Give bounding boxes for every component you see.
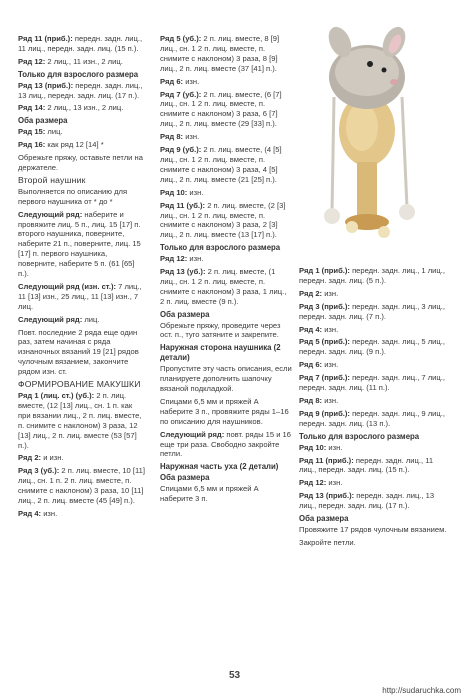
row-text: лиц. (82, 314, 100, 324)
row-label: Ряд 10: (160, 187, 188, 197)
section-heading: Только для взрослого размера (160, 243, 281, 253)
row-label: Ряд 5 (приб.): (299, 337, 350, 347)
instruction-row (18, 34, 146, 54)
row-text: 2 лиц., 13 изн., 2 лиц. (45, 103, 124, 113)
row-label: Ряд 11 (приб.): (18, 34, 73, 43)
instruction-row (18, 315, 146, 325)
paragraph: Провяжите 17 рядов чулочным вязанием. (299, 524, 447, 534)
row-text: 2 п. лиц. вместе, (1 лиц., сн. 1 2 п. лиц. вместе, п. снимите с наклоном) 3 раза, 1 лиц., 2 п. лиц. вместе (9 п.). (160, 267, 287, 306)
row-text: лиц. (45, 127, 63, 137)
row-label: Ряд 13 (приб.): (18, 80, 74, 90)
row-label: Ряд 16: (18, 140, 46, 150)
text-column-middle (160, 34, 292, 507)
row-label: Ряд 14: (18, 103, 46, 113)
instruction-row (18, 453, 146, 463)
row-label: Ряд 13 (приб.): (299, 491, 355, 501)
row-text: изн. (322, 324, 339, 334)
row-label: Ряд 11 (уб.): (160, 200, 206, 210)
instruction-row (299, 325, 449, 335)
instruction-row (18, 466, 146, 506)
row-label: Следующий ряд (изн. ст.): (18, 281, 117, 291)
row-text: передн. задн. лиц., 13 лиц., передн. задн. лиц. (17 п.). (18, 80, 143, 100)
paragraph: Выполняется по описанию для первого наушника от * до * (18, 186, 128, 206)
paragraph: Спицами 6,5 мм и пряжей А наберите 3 п. (160, 484, 259, 504)
row-text: наберите и провяжите лиц. 5 п., лиц. 15 [17] п. второго наушника, поверните, наберите 21 п., поверните, лиц. 15 [17] п. первого наушника, поверните, наберите 5 п. (61 [65] п.). (18, 209, 141, 279)
instruction-row (299, 302, 449, 322)
row-text: 2 п. лиц. вместе, 8 [9] лиц., сн. 1 2 п. лиц. вместе, п. снимите с наклоном) 3 раза, 8 [9] лиц., 2 п. лиц. вместе (37 [41] п.). (160, 34, 280, 73)
instruction-row (160, 254, 292, 264)
row-label: Ряд 12: (18, 56, 46, 66)
instruction-row (299, 373, 449, 393)
instruction-row (18, 391, 146, 450)
row-label: Ряд 13 (уб.): (160, 267, 206, 277)
row-label: Ряд 8: (160, 132, 184, 142)
instruction-row (299, 266, 449, 286)
row-text: передн. задн. лиц., 13 лиц., передн. задн. лиц. (17 п.). (299, 491, 435, 511)
row-text: передн. задн. лиц., 11 лиц., передн. задн. лиц. (15 п.). (18, 34, 143, 53)
row-label: Ряд 5 (уб.): (160, 34, 202, 43)
watermark-url: http://sudaruchka.com (382, 686, 461, 695)
instruction-row (18, 509, 146, 519)
instruction-row (160, 430, 292, 460)
row-label: Ряд 7 (уб.): (160, 89, 202, 99)
instruction-row (18, 210, 146, 279)
row-label: Ряд 1 (лиц. ст.) (уб.): (18, 391, 95, 400)
row-text: 2 п. лиц. вместе, (2 [3] лиц., сн. 1 2 п. лиц. вместе, п. снимите с наклоном) 3 раза, 2 [3] лиц., 2 п. лиц. вместе (13 [17] п.). (160, 200, 286, 240)
row-text: 2 п. лиц. вместе, (4 [5] лиц., сн. 1 2 п. лиц. вместе, п. снимите с наклоном) 3 раза, 4 [5] лиц., 2 п. лиц. вместе (21 [25] п.). (160, 145, 282, 184)
row-text: передн. задн. лиц., 3 лиц., передн. задн. лиц. (7 п.). (299, 301, 445, 321)
page-number: 53 (228, 670, 241, 681)
row-label: Ряд 1 (приб.): (299, 266, 350, 275)
row-label: Ряд 4: (299, 324, 323, 334)
instruction-row (299, 456, 449, 476)
row-text: изн. (322, 395, 339, 405)
row-text: 7 лиц., 11 [13] изн., 25 лиц., 11 [13] изн., 7 лиц. (18, 281, 142, 311)
row-label: Ряд 2: (299, 288, 323, 298)
instruction-row (299, 337, 449, 357)
instruction-row (18, 282, 146, 312)
row-text: 2 п. лиц. вместе, (12 [13] лиц., сн. 1 п. как при вязании лиц., 2 п. лиц. вместе, п. снимите с наклоном) 3 раза, 12 [13] лиц., 2 п. лиц. вместе (53 [57] п.). (18, 391, 142, 450)
row-text: изн. (326, 478, 343, 488)
row-label: Ряд 2: (18, 453, 42, 463)
instruction-row (299, 396, 449, 406)
row-text: изн. (322, 360, 339, 370)
section-heading: Наружная сторона наушника (2 детали) (160, 343, 281, 363)
paragraph: Пропустите эту часть описания, если планируете дополнить шапочку вязаной подкладкой. (160, 364, 292, 393)
instruction-row (299, 289, 449, 299)
row-text: изн. (41, 508, 58, 518)
instruction-row (160, 145, 292, 185)
row-text: передн. задн. лиц., 5 лиц., передн. задн. лиц. (9 п.). (299, 337, 445, 357)
row-label: Ряд 11 (приб.): (299, 455, 354, 465)
paragraph: Обрежьте пряжу, проведите через ост. п., туго затяните и закрепите. (160, 320, 281, 340)
instruction-row (18, 57, 146, 67)
row-text: 2 п. лиц. вместе, 10 [11] лиц., сн. 1 п. 2 п. лиц. вместе, п. снимите с наклоном) 3 раза, 10 [11] лиц., 2 п. лиц. вместе (45 [49] п.). (18, 466, 145, 506)
row-text: передн. задн. лиц., 1 лиц., передн. задн. лиц. (5 п.). (299, 266, 445, 285)
section-title: Второй наушник (18, 174, 86, 185)
row-label: Ряд 15: (18, 127, 46, 137)
row-label: Ряд 3 (приб.): (299, 301, 350, 311)
row-text: изн. (183, 76, 200, 86)
instruction-row (160, 188, 292, 198)
section-heading: Оба размера (160, 473, 210, 483)
row-label: Ряд 9 (приб.): (299, 408, 350, 418)
instruction-row (18, 103, 146, 113)
row-label: Следующий ряд: (18, 209, 83, 219)
instruction-row (18, 127, 146, 137)
instruction-row (160, 34, 292, 74)
section-heading: Оба размера (160, 309, 210, 319)
row-label: Ряд 7 (приб.): (299, 373, 350, 383)
section-heading: Оба размера (18, 116, 68, 126)
row-text: повт. ряды 15 и 16 еще три раза. Свободно закройте петли. (160, 429, 292, 459)
row-label: Ряд 9 (уб.): (160, 145, 202, 155)
row-text: изн. (322, 288, 339, 298)
row-label: Ряд 6: (299, 360, 323, 370)
paragraph: Обрежьте пряжу, оставьте петли на держателе. (18, 153, 143, 172)
row-text: как ряд 12 [14] * (45, 140, 104, 150)
row-text: 2 п. лиц. вместе, (6 [7] лиц., сн. 1 2 п. лиц. вместе, п. снимите с наклоном) 3 раза, 6 [7] лиц., 2 п. лиц. вместе (29 [33] п.). (160, 89, 282, 129)
instruction-row (299, 409, 449, 429)
row-label: Ряд 6: (160, 76, 184, 86)
row-text: изн. (187, 187, 204, 197)
section-heading: Оба размера (299, 514, 349, 524)
row-label: Ряд 4: (18, 508, 42, 518)
instruction-row (160, 201, 292, 241)
row-label: Следующий ряд: (160, 429, 225, 439)
instruction-row (18, 81, 146, 101)
row-text: 2 лиц., 11 изн., 2 лиц. (45, 56, 123, 66)
row-text: передн. задн. лиц., 7 лиц., передн. задн. лиц. (11 п.). (299, 373, 445, 393)
instruction-row (160, 77, 292, 87)
paragraph: Повт. последние 2 ряда еще один раз, затем начиная с ряда изнаночных вязаний 19 [21] рядов чулочным вязанием, закончите рядом изн. ст. (18, 327, 139, 377)
instruction-row (160, 90, 292, 130)
text-column-left (18, 34, 146, 522)
paragraph: Спицами 6,5 мм и пряжей А наберите 3 п., провяжите ряды 1–16 по описанию для наушников. (160, 396, 289, 426)
row-label: Ряд 12: (160, 254, 188, 264)
row-label: Ряд 8: (299, 395, 323, 405)
instruction-row (299, 443, 449, 453)
text-column-right (299, 266, 449, 551)
row-text: изн. (326, 442, 343, 452)
section-title: ФОРМИРОВАНИЕ МАКУШКИ (18, 379, 141, 390)
row-label: Ряд 12: (299, 478, 327, 488)
section-heading: Только для взрослого размера (299, 431, 420, 441)
paragraph: Закройте петли. (299, 537, 356, 547)
section-heading: Только для взрослого размера (18, 69, 139, 79)
row-text: изн. (183, 132, 200, 142)
row-text: передн. задн. лиц., 9 лиц., передн. задн. лиц. (13 п.). (299, 408, 445, 428)
row-text: и изн. (41, 453, 64, 463)
instruction-row (18, 140, 146, 150)
instruction-row (299, 491, 449, 511)
row-label: Ряд 10: (299, 442, 327, 452)
hat-on-mannequin-photo (312, 22, 422, 252)
row-text: передн. задн. лиц., 11 лиц., передн. задн. лиц. (15 п.). (299, 455, 434, 475)
instruction-row (160, 267, 292, 307)
instruction-row (299, 360, 449, 370)
instruction-row (299, 478, 449, 488)
row-label: Следующий ряд: (18, 314, 83, 324)
section-heading: Наружная часть уха (2 детали) (160, 462, 279, 472)
row-text: изн. (187, 254, 204, 264)
row-label: Ряд 3 (уб.): (18, 466, 60, 476)
instruction-row (160, 132, 292, 142)
